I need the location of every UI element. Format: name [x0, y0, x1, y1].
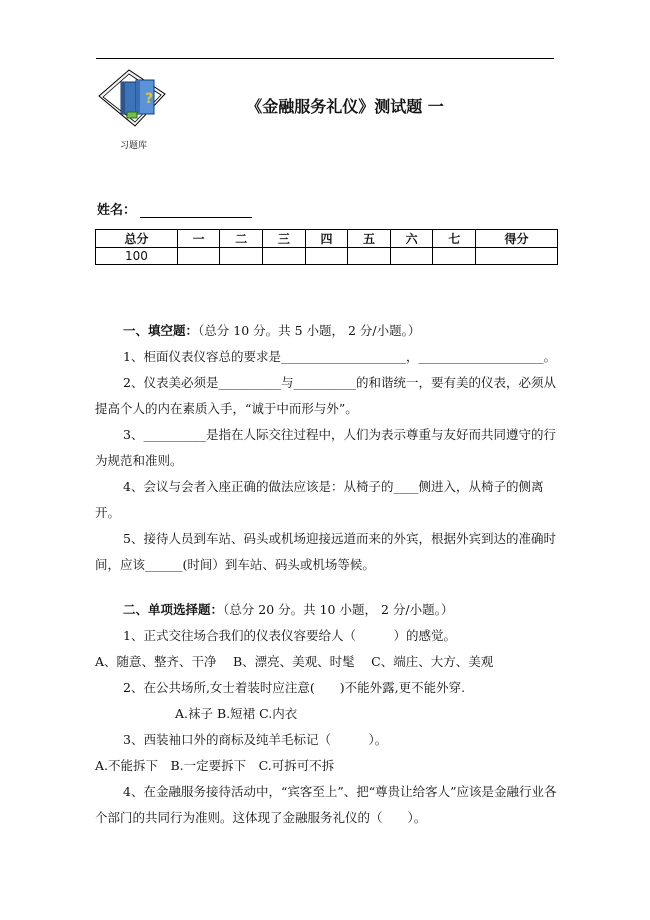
name-field	[97, 199, 252, 218]
logo-caption: 习题库	[120, 141, 148, 151]
score-header-cell: 得分	[476, 230, 558, 248]
section-note: （总分 20 分。共 10 小题， 2 分/小题。）	[223, 602, 454, 617]
score-header-cell: 一	[177, 230, 220, 248]
score-header-cell: 七	[433, 230, 476, 248]
score-cell[interactable]	[390, 248, 433, 265]
question-item: 1、柜面仪表仪容总的要求是____________________，____________________。	[123, 349, 556, 364]
name-label: 姓名：	[97, 203, 137, 218]
score-header-cell: 三	[263, 230, 306, 248]
section-title: 一、填空题：	[123, 323, 199, 338]
score-cell[interactable]	[263, 248, 306, 265]
question-item: 4、会议与会者入座正确的做法应该是：从椅子的____侧进入，从椅子的侧离开。	[95, 479, 544, 520]
question-options: A.袜子 B.短裙 C.内衣	[175, 706, 298, 721]
score-cell[interactable]	[476, 248, 558, 265]
question-options: A、随意、整齐、干净 B、漂亮、美观、时髦 C、端庄、大方、美观	[95, 654, 494, 669]
section-title: 二、单项选择题：	[123, 602, 224, 617]
section-spacer	[95, 578, 561, 597]
score-cell[interactable]	[220, 248, 263, 265]
question-item: 5、接待人员到车站、码头或机场迎接远道而来的外宾，根据外宾到达的准确时间，应该______(时间）到车站、码头或机场等候。	[95, 531, 556, 572]
score-header-cell: 五	[348, 230, 391, 248]
score-table-value-row	[96, 248, 558, 265]
question-item: 3、__________是指在人际交往过程中，人们为表示尊重与友好而共同遵守的行为规范和准则。	[95, 427, 556, 468]
score-header-cell: 四	[305, 230, 348, 248]
question-item: 4、在金融服务接待活动中，“宾客至上”、把“尊贵让给客人”应该是金融行业各个部门的共同行为准则。这体现了金融服务礼仪的（ ）。	[95, 784, 557, 825]
section-heading	[95, 597, 561, 623]
section-heading	[95, 318, 561, 344]
score-header-cell: 总分	[96, 230, 178, 248]
svg-text:?: ?	[145, 91, 154, 107]
section-note: （总分 10 分。共 5 小题， 2 分/小题。）	[198, 323, 421, 338]
score-cell: 100	[96, 248, 178, 265]
score-cell[interactable]	[433, 248, 476, 265]
score-cell[interactable]	[305, 248, 348, 265]
exam-content	[95, 318, 561, 831]
question-item: 3、西装袖口外的商标及纯羊毛标记（ ）。	[123, 732, 388, 747]
question-item: 1、正式交往场合我们的仪表仪容要给人（ ）的感觉。	[123, 628, 456, 643]
name-blank-line[interactable]	[140, 205, 252, 218]
question-options: A.不能拆下 B.一定要拆下 C.可拆可不拆	[95, 758, 335, 773]
score-header-cell: 六	[390, 230, 433, 248]
header-rule	[96, 58, 554, 59]
score-header-cell: 二	[220, 230, 263, 248]
score-cell[interactable]	[177, 248, 220, 265]
score-table-header-row	[96, 230, 558, 248]
page-title: 《金融服务礼仪》测试题 一	[246, 97, 444, 116]
score-cell[interactable]	[348, 248, 391, 265]
score-table	[95, 229, 558, 265]
question-item: 2、在公共场所,女士着装时应注意( )不能外露,更不能外穿.	[123, 680, 466, 695]
question-item: 2、仪表美必须是__________与__________的和谐统一，要有美的仪表，必须从提高个人的内在素质入手，“诚于中而形与外”。	[95, 375, 556, 416]
